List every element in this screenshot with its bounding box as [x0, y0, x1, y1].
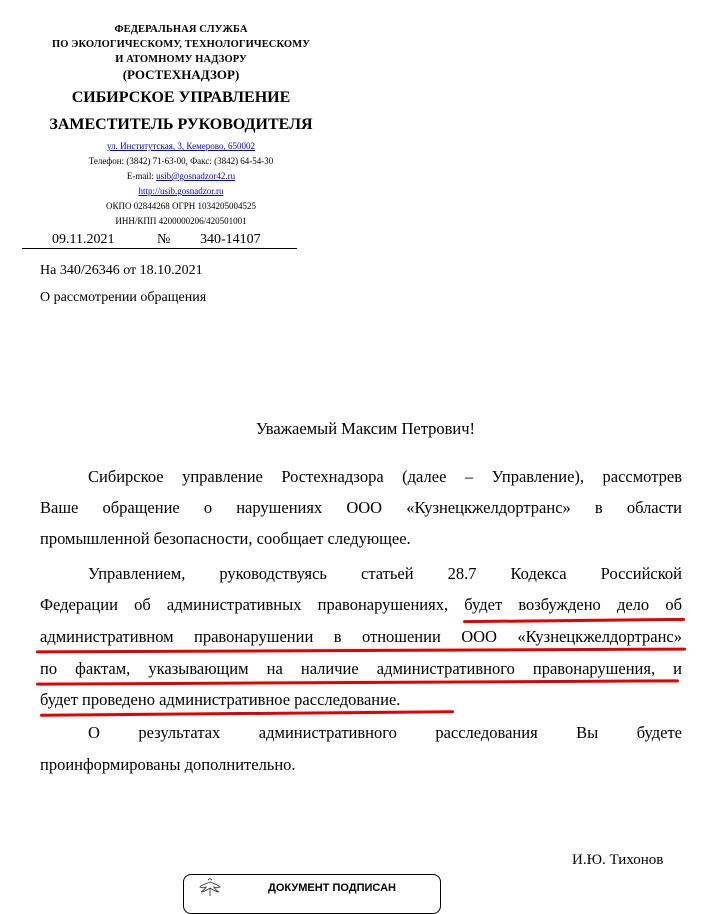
stamp-title: ДОКУМЕНТ ПОДПИСАН [268, 882, 396, 894]
website-link[interactable]: http://usib.gosnadzor.ru [138, 186, 224, 196]
registration-date: 09.11.2021 [52, 232, 115, 247]
signatory-name: И.Ю. Тихонов [572, 852, 664, 868]
agency-name-line-2: ПО ЭКОЛОГИЧЕСКОМУ, ТЕХНОЛОГИЧЕСКОМУ [51, 39, 311, 50]
highlight-underline-3 [36, 679, 679, 685]
paragraph-2-line-3: административном правонарушении в отношении ООО «Кузнецкжелдортранс» [40, 627, 682, 646]
paragraph-1-line-3: промышленной безопасности, сообщает следующее. [40, 529, 411, 548]
paragraph-2-line-4: по фактам, указывающим на наличие административного правонарушения, и [40, 659, 682, 678]
email-line [40, 169, 322, 184]
paragraph-1-line-1: Сибирское управление Ростехнадзора (далее – Управление), рассмотрев [88, 467, 682, 486]
letterhead [40, 22, 322, 229]
agency-name-line-3: И АТОМНОМУ НАДЗОРУ [115, 54, 247, 65]
sender-position: ЗАМЕСТИТЕЛЬ РУКОВОДИТЕЛЯ [49, 116, 313, 133]
highlight-underline-2 [36, 648, 686, 654]
contact-block [40, 139, 322, 229]
phone-fax: Телефон: (3842) 71-63-00, Факс: (3842) 64-54-30 [88, 156, 274, 166]
registration-number-label: № [157, 232, 171, 247]
highlight-underline-4 [40, 710, 454, 717]
coat-of-arms-icon [192, 878, 228, 898]
registration-underline [22, 248, 297, 249]
department-name: СИБИРСКОЕ УПРАВЛЕНИЕ [71, 89, 291, 106]
email-label: E-mail: [126, 171, 157, 181]
paragraph-3-line-2: проинформированы дополнительно. [40, 755, 296, 774]
paragraph-1-line-2: Ваше обращение о нарушениях ООО «Кузнецкжелдортранс» в области [40, 498, 682, 517]
email-link[interactable]: usib@gosnadzor42.ru [156, 171, 236, 181]
reference-line: На 340/26346 от 18.10.2021 [40, 263, 203, 278]
agency-name-line-1: ФЕДЕРАЛЬНАЯ СЛУЖБА [114, 24, 248, 35]
subject-line: О рассмотрении обращения [40, 290, 207, 305]
inn-kpp: ИНН/КПП 4200000206/420501001 [115, 216, 247, 226]
paragraph-2-line-1: Управлением, руководствуясь статьей 28.7 Кодекса Российской [88, 564, 682, 583]
registration-number: 340-14107 [200, 232, 261, 247]
salutation: Уважаемый Максим Петрович! [255, 419, 476, 438]
agency-short-name: (РОСТЕХНАДЗОР) [122, 67, 240, 82]
highlight-underline-1 [463, 618, 685, 623]
paragraph-3-line-1: О результатах административного расследования Вы будете [88, 723, 682, 742]
paragraph-2-line-5: будет проведено административное расследование. [40, 690, 401, 709]
paragraph-2-line-2: Федерации об административных правонарушениях, будет возбуждено дело об [40, 595, 682, 614]
address-link[interactable]: ул. Институтская, 3, Кемерово, 650002 [107, 141, 255, 151]
okpo-ogrn: ОКПО 02844268 ОГРН 1034205004525 [106, 201, 256, 211]
